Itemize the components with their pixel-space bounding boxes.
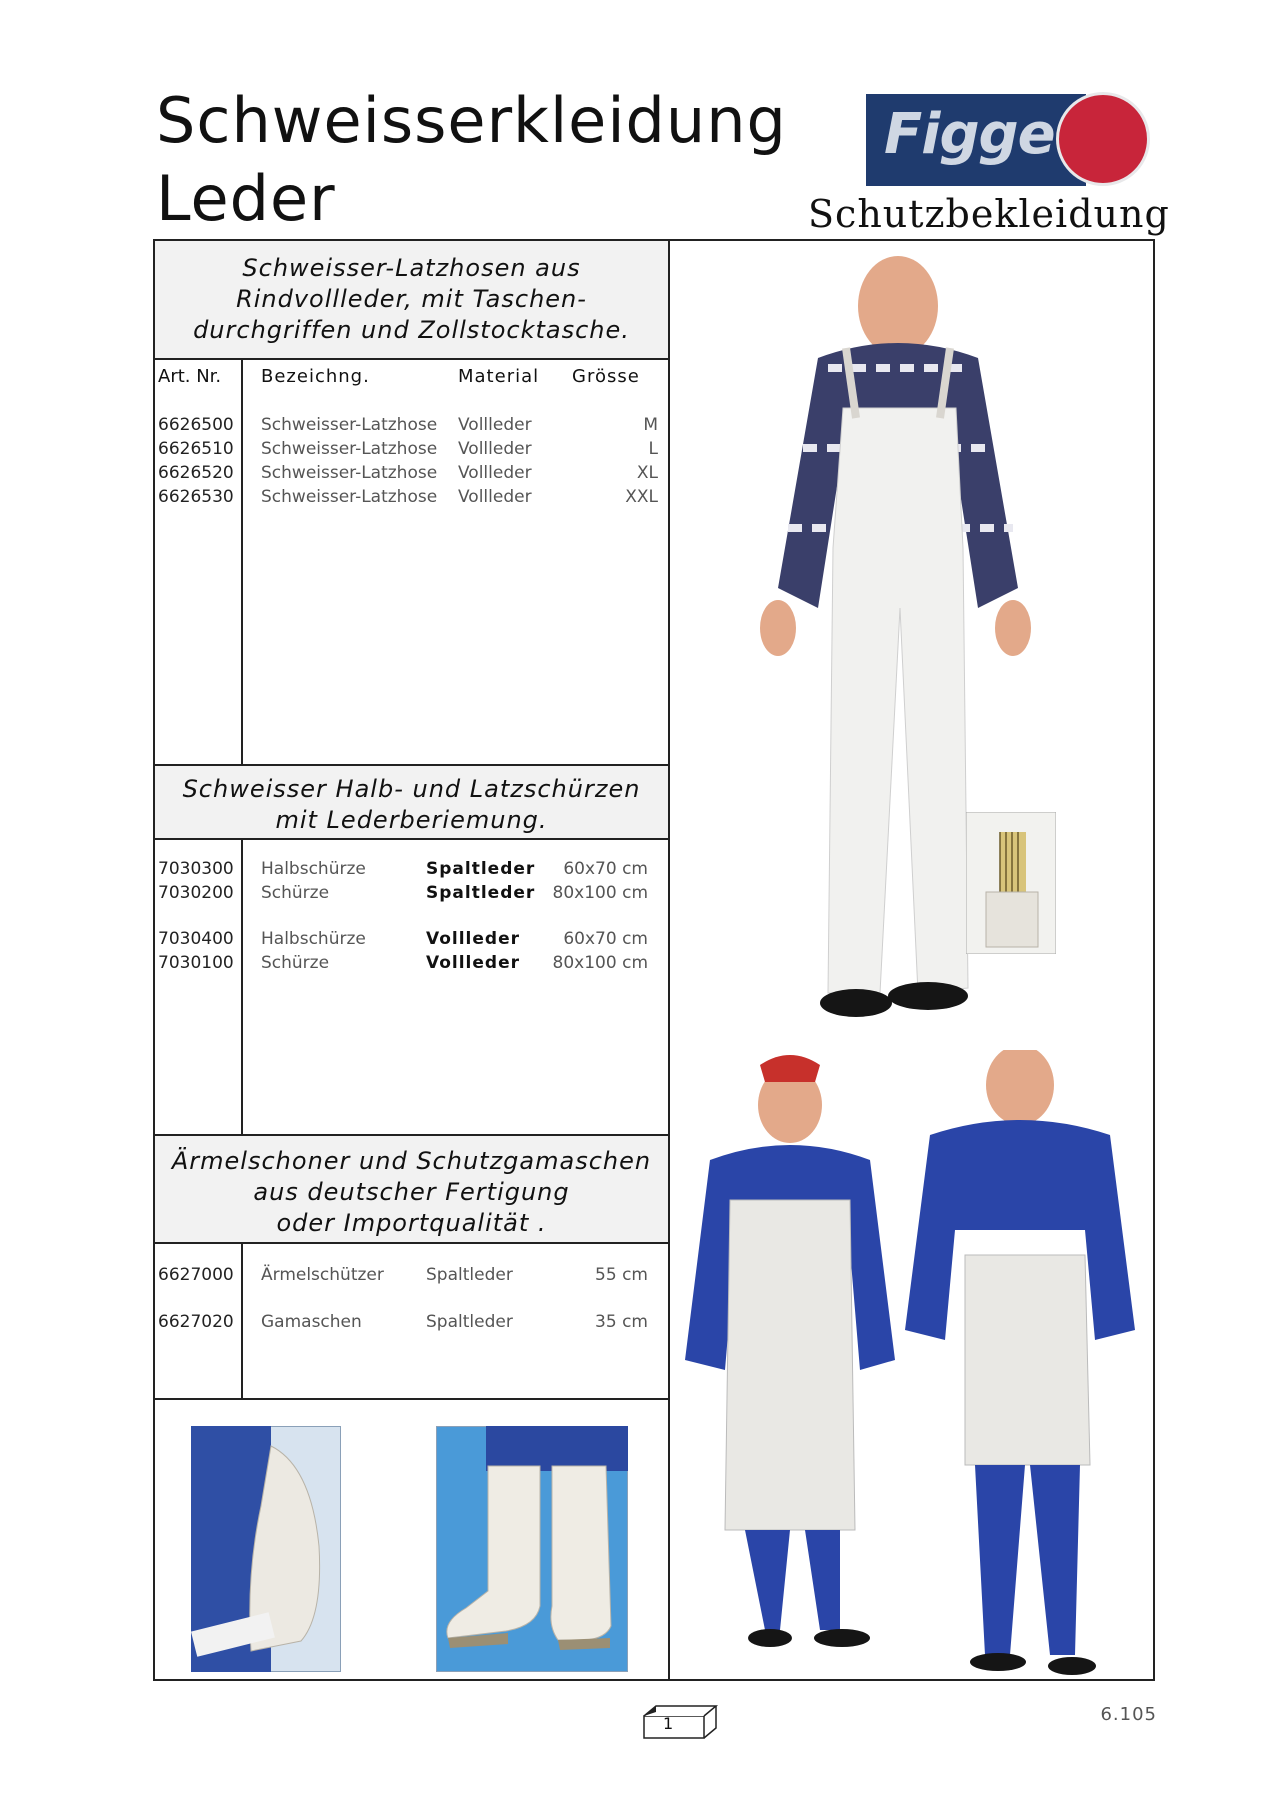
logo-text: Figge — [884, 102, 1055, 167]
groesse: 80x100 cm — [552, 953, 648, 973]
material: Vollleder — [426, 953, 520, 973]
art-nr: 6626510 — [158, 439, 234, 459]
bezeichnung: Schürze — [261, 883, 330, 903]
table-row — [158, 881, 658, 905]
material: Vollleder — [458, 415, 532, 435]
bezeichnung: Schweisser-Latzhose — [261, 439, 438, 459]
page-title — [156, 82, 787, 238]
art-nr: 6626520 — [158, 463, 234, 483]
groesse: XXL — [625, 487, 658, 507]
bezeichnung: Halbschürze — [261, 859, 366, 879]
heading-line: oder Importqualität . — [276, 1209, 547, 1237]
art-nr: 6627020 — [158, 1312, 234, 1332]
page-number: 1 — [663, 1714, 674, 1733]
material: Vollleder — [458, 487, 532, 507]
table-row — [158, 437, 658, 461]
section-heading-aermelschoner — [155, 1134, 668, 1244]
material: Vollleder — [458, 439, 532, 459]
ruler-pocket-photo — [966, 812, 1056, 954]
heading-line: Ärmelschoner und Schutzgamaschen — [171, 1147, 652, 1175]
welder-aprons-photo — [680, 1050, 1150, 1680]
art-nr: 7030300 — [158, 859, 234, 879]
page-number-box — [640, 1704, 720, 1740]
heading-line: Rindvollleder, mit Taschen- — [236, 285, 587, 313]
groesse: XL — [636, 463, 658, 483]
art-nr: 7030100 — [158, 953, 234, 973]
bezeichnung: Schweisser-Latzhose — [261, 463, 438, 483]
table-row — [158, 951, 658, 975]
brand-subtitle: Schutzbekleidung — [808, 192, 1170, 236]
heading-line: durchgriffen und Zollstocktasche. — [193, 316, 630, 344]
sleeve-protector-photo — [191, 1426, 341, 1672]
bezeichnung: Ärmelschützer — [261, 1265, 384, 1285]
figge-logo — [866, 92, 1156, 190]
groesse: 60x70 cm — [563, 859, 648, 879]
page-reference: 6.105 — [1100, 1704, 1157, 1725]
table-row — [158, 485, 658, 509]
art-nr: 6626500 — [158, 415, 234, 435]
bezeichnung: Schweisser-Latzhose — [261, 415, 438, 435]
art-nr: 6626530 — [158, 487, 234, 507]
art-nr: 7030400 — [158, 929, 234, 949]
groesse: 55 cm — [595, 1265, 648, 1285]
logo-circle — [1056, 92, 1150, 186]
heading-line: mit Lederberiemung. — [275, 806, 548, 834]
header-art-nr: Art. Nr. — [158, 366, 222, 387]
gaiter-photo — [436, 1426, 628, 1672]
bezeichnung: Gamaschen — [261, 1312, 362, 1332]
title-line-2: Leder — [156, 162, 336, 235]
heading-line: aus deutscher Fertigung — [253, 1178, 570, 1206]
bezeichnung: Schweisser-Latzhose — [261, 487, 438, 507]
groesse: 35 cm — [595, 1312, 648, 1332]
header-material: Material — [458, 366, 540, 387]
table-row — [158, 1310, 658, 1334]
title-line-1: Schweisserkleidung — [156, 84, 787, 157]
groesse: 60x70 cm — [563, 929, 648, 949]
section-heading-schuerzen — [155, 764, 668, 840]
heading-line: Schweisser Halb- und Latzschürzen — [182, 775, 641, 803]
material: Spaltleder — [426, 1312, 513, 1332]
table-header — [158, 366, 658, 390]
bezeichnung: Schürze — [261, 953, 330, 973]
header-groesse: Grösse — [572, 366, 640, 387]
table-row — [158, 461, 658, 485]
groesse: 80x100 cm — [552, 883, 648, 903]
material: Spaltleder — [426, 1265, 513, 1285]
material: Vollleder — [426, 929, 520, 949]
section-heading-latzhosen — [155, 239, 668, 360]
groesse: L — [648, 439, 658, 459]
art-nr: 7030200 — [158, 883, 234, 903]
heading-line: Schweisser-Latzhosen aus — [242, 254, 581, 282]
bezeichnung: Halbschürze — [261, 929, 366, 949]
groesse: M — [643, 415, 658, 435]
material: Spaltleder — [426, 883, 536, 903]
header-bezeichnung: Bezeichng. — [261, 366, 370, 387]
material: Spaltleder — [426, 859, 536, 879]
column-divider — [668, 239, 670, 1681]
table-row — [158, 1263, 658, 1287]
table-row — [158, 413, 658, 437]
table-row — [158, 927, 658, 951]
table-row — [158, 857, 658, 881]
material: Vollleder — [458, 463, 532, 483]
art-nr: 6627000 — [158, 1265, 234, 1285]
